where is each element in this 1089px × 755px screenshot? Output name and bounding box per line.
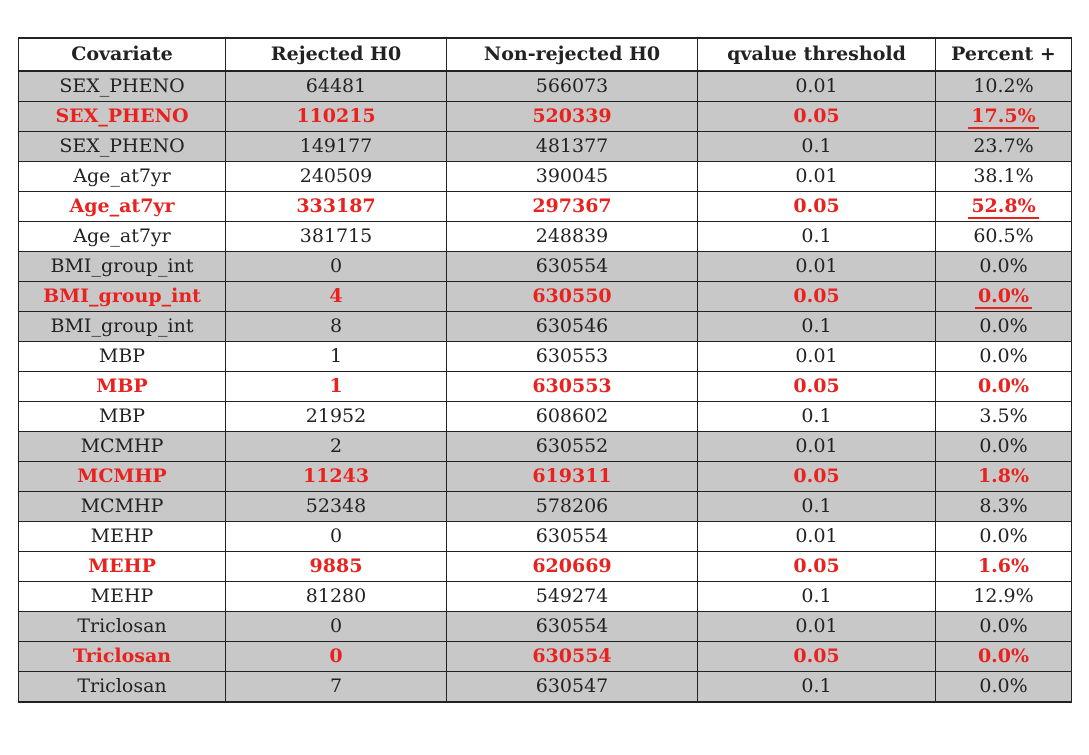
table-row [19,552,1072,582]
cell-covariate: MCMHP [19,492,226,522]
cell-rejected-h0: 0 [226,522,447,552]
table-row [19,432,1072,462]
cell-qvalue-threshold: 0.01 [698,162,936,192]
table-row [19,612,1072,642]
percent-underlined-value: 0.0% [975,285,1032,309]
percent-value: 0.0% [977,645,1030,667]
cell-covariate: Triclosan [19,612,226,642]
cell-covariate: BMI_group_int [19,252,226,282]
cell-qvalue-threshold: 0.01 [698,71,936,102]
cell-qvalue-threshold: 0.1 [698,402,936,432]
cell-covariate: MEHP [19,522,226,552]
percent-value: 12.9% [973,585,1034,607]
cell-non-rejected-h0: 630550 [447,282,698,312]
cell-qvalue-threshold: 0.01 [698,342,936,372]
cell-non-rejected-h0: 578206 [447,492,698,522]
table-row [19,582,1072,612]
cell-covariate: SEX_PHENO [19,71,226,102]
cell-percent-plus [936,522,1072,552]
cell-non-rejected-h0: 566073 [447,71,698,102]
cell-non-rejected-h0: 630552 [447,432,698,462]
cell-non-rejected-h0: 390045 [447,162,698,192]
percent-value: 60.5% [973,225,1034,247]
cell-rejected-h0: 110215 [226,102,447,132]
cell-non-rejected-h0: 630546 [447,312,698,342]
cell-percent-plus [936,402,1072,432]
cell-covariate: MEHP [19,552,226,582]
percent-value: 1.8% [977,465,1030,487]
percent-value: 3.5% [979,405,1028,427]
cell-percent-plus [936,312,1072,342]
table-row [19,462,1072,492]
percent-value: 0.0% [979,345,1028,367]
percent-value: 0.0% [979,615,1028,637]
percent-value: 0.0% [979,525,1028,547]
percent-value: 0.0% [979,315,1028,337]
percent-value: 8.3% [979,495,1028,517]
cell-rejected-h0: 381715 [226,222,447,252]
cell-rejected-h0: 2 [226,432,447,462]
cell-non-rejected-h0: 630554 [447,522,698,552]
cell-qvalue-threshold: 0.05 [698,552,936,582]
cell-covariate: MCMHP [19,462,226,492]
percent-value: 0.0% [979,255,1028,277]
percent-underlined-value: 17.5% [968,105,1038,129]
cell-qvalue-threshold: 0.01 [698,432,936,462]
cell-rejected-h0: 0 [226,612,447,642]
header-non-rejected-h0: Non-rejected H0 [447,38,698,71]
cell-qvalue-threshold: 0.01 [698,612,936,642]
header-covariate: Covariate [19,38,226,71]
cell-qvalue-threshold: 0.1 [698,672,936,703]
cell-qvalue-threshold: 0.1 [698,312,936,342]
table-row [19,522,1072,552]
cell-percent-plus [936,71,1072,102]
table-row [19,642,1072,672]
cell-rejected-h0: 11243 [226,462,447,492]
cell-percent-plus [936,192,1072,222]
cell-non-rejected-h0: 520339 [447,102,698,132]
cell-covariate: MBP [19,372,226,402]
header-qvalue-threshold: qvalue threshold [698,38,936,71]
percent-value: 0.0% [977,375,1030,397]
cell-covariate: Age_at7yr [19,222,226,252]
cell-qvalue-threshold: 0.05 [698,282,936,312]
cell-rejected-h0: 1 [226,342,447,372]
table-row [19,672,1072,703]
cell-rejected-h0: 9885 [226,552,447,582]
table-row [19,252,1072,282]
table-row [19,222,1072,252]
cell-covariate: MBP [19,402,226,432]
header-rejected-h0: Rejected H0 [226,38,447,71]
cell-qvalue-threshold: 0.01 [698,522,936,552]
cell-percent-plus [936,582,1072,612]
cell-rejected-h0: 240509 [226,162,447,192]
table-row [19,132,1072,162]
cell-qvalue-threshold: 0.1 [698,582,936,612]
cell-qvalue-threshold: 0.05 [698,192,936,222]
cell-non-rejected-h0: 549274 [447,582,698,612]
cell-non-rejected-h0: 630553 [447,342,698,372]
cell-covariate: SEX_PHENO [19,132,226,162]
cell-qvalue-threshold: 0.1 [698,132,936,162]
cell-non-rejected-h0: 481377 [447,132,698,162]
cell-qvalue-threshold: 0.1 [698,492,936,522]
cell-non-rejected-h0: 619311 [447,462,698,492]
cell-non-rejected-h0: 620669 [447,552,698,582]
cell-percent-plus [936,432,1072,462]
cell-qvalue-threshold: 0.05 [698,102,936,132]
percent-value: 38.1% [973,165,1034,187]
cell-rejected-h0: 0 [226,642,447,672]
cell-rejected-h0: 4 [226,282,447,312]
cell-percent-plus [936,252,1072,282]
cell-non-rejected-h0: 630553 [447,372,698,402]
table-row [19,342,1072,372]
header-percent-plus: Percent + [936,38,1072,71]
table-row [19,102,1072,132]
cell-covariate: MEHP [19,582,226,612]
cell-non-rejected-h0: 630547 [447,672,698,703]
cell-percent-plus [936,132,1072,162]
cell-percent-plus [936,102,1072,132]
cell-rejected-h0: 7 [226,672,447,703]
cell-rejected-h0: 64481 [226,71,447,102]
cell-percent-plus [936,162,1072,192]
percent-value: 0.0% [979,435,1028,457]
cell-qvalue-threshold: 0.01 [698,252,936,282]
table-row [19,492,1072,522]
cell-covariate: Triclosan [19,672,226,703]
cell-rejected-h0: 8 [226,312,447,342]
table-header [19,38,1072,71]
cell-non-rejected-h0: 248839 [447,222,698,252]
header-row [19,38,1072,71]
cell-percent-plus [936,462,1072,492]
cell-non-rejected-h0: 608602 [447,402,698,432]
percent-value: 23.7% [973,135,1034,157]
table-row [19,312,1072,342]
table-row [19,71,1072,102]
cell-percent-plus [936,492,1072,522]
cell-rejected-h0: 0 [226,252,447,282]
cell-covariate: MBP [19,342,226,372]
cell-rejected-h0: 1 [226,372,447,402]
cell-covariate: BMI_group_int [19,312,226,342]
cell-rejected-h0: 52348 [226,492,447,522]
cell-non-rejected-h0: 297367 [447,192,698,222]
percent-value: 1.6% [977,555,1030,577]
cell-percent-plus [936,222,1072,252]
cell-covariate: SEX_PHENO [19,102,226,132]
cell-covariate: MCMHP [19,432,226,462]
table-body [19,71,1072,702]
cell-qvalue-threshold: 0.05 [698,372,936,402]
table-row [19,372,1072,402]
cell-covariate: BMI_group_int [19,282,226,312]
percent-underlined-value: 52.8% [968,195,1038,219]
cell-rejected-h0: 21952 [226,402,447,432]
percent-value: 10.2% [973,75,1034,97]
cell-covariate: Triclosan [19,642,226,672]
cell-rejected-h0: 333187 [226,192,447,222]
cell-covariate: Age_at7yr [19,192,226,222]
cell-percent-plus [936,642,1072,672]
cell-qvalue-threshold: 0.05 [698,462,936,492]
percent-value: 0.0% [979,675,1028,697]
results-table [18,37,1072,703]
cell-non-rejected-h0: 630554 [447,642,698,672]
cell-qvalue-threshold: 0.05 [698,642,936,672]
cell-percent-plus [936,672,1072,703]
table-row [19,402,1072,432]
cell-rejected-h0: 149177 [226,132,447,162]
table-row [19,192,1072,222]
cell-percent-plus [936,612,1072,642]
cell-rejected-h0: 81280 [226,582,447,612]
cell-covariate: Age_at7yr [19,162,226,192]
table-row [19,162,1072,192]
table-row [19,282,1072,312]
cell-percent-plus [936,282,1072,312]
cell-non-rejected-h0: 630554 [447,612,698,642]
cell-percent-plus [936,342,1072,372]
cell-non-rejected-h0: 630554 [447,252,698,282]
cell-percent-plus [936,552,1072,582]
cell-percent-plus [936,372,1072,402]
cell-qvalue-threshold: 0.1 [698,222,936,252]
